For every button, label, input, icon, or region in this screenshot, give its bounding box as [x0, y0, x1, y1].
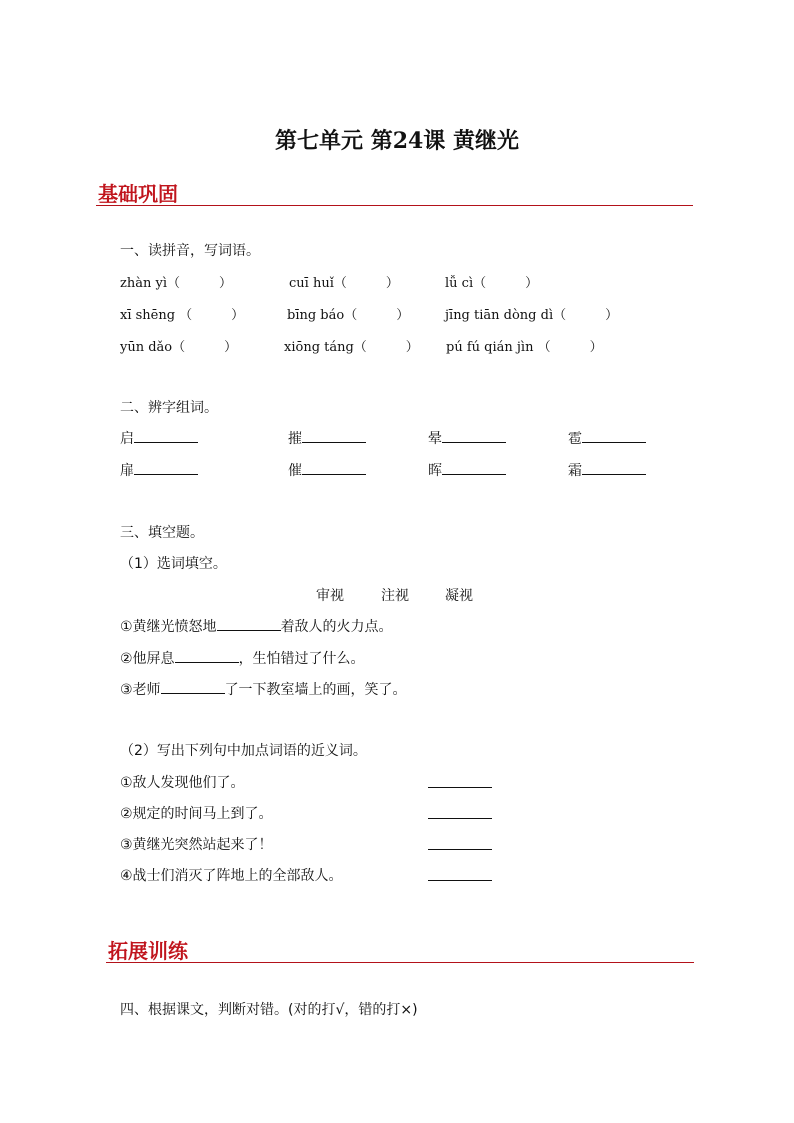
- pinyin-item: xiōng táng（ ）: [284, 340, 419, 355]
- char-word-item: 催: [288, 460, 366, 480]
- section-divider: [106, 962, 694, 963]
- char-word-item: 霜: [568, 460, 646, 480]
- synonym-sentence: ④战士们消灭了阵地上的全部敌人。: [120, 868, 343, 884]
- answer-blank[interactable]: [428, 804, 492, 819]
- answer-blank[interactable]: [582, 460, 646, 475]
- answer-blank[interactable]: [161, 679, 225, 694]
- pinyin-item: cuī huǐ（ ）: [289, 276, 399, 291]
- pinyin-item: lǚ cì（ ）: [445, 276, 539, 291]
- page-title: 第七单元 第24课 黄继光: [275, 128, 519, 154]
- question-3-label: 三、填空题。: [120, 525, 204, 541]
- question-1-label: 一、读拼音，写词语。: [120, 243, 260, 259]
- word-option: 注视: [381, 588, 409, 604]
- pinyin-item: jīng tiān dòng dì（ ）: [445, 308, 619, 323]
- char-word-item: 雹: [568, 428, 646, 448]
- word-option: 凝视: [445, 588, 473, 604]
- fill-sentence: ①黄继光愤怒地 着敌人的火力点。: [120, 616, 393, 636]
- answer-blank[interactable]: [217, 616, 281, 631]
- answer-blank[interactable]: [134, 428, 198, 443]
- answer-blank[interactable]: [175, 648, 239, 663]
- answer-blank[interactable]: [582, 428, 646, 443]
- pinyin-item: xī shēng （ ）: [120, 308, 245, 323]
- char-word-item: 扉: [120, 460, 198, 480]
- section-heading-extension: 拓展训练: [108, 939, 188, 963]
- synonym-sentence: ①敌人发现他们了。: [120, 775, 245, 791]
- answer-blank[interactable]: [442, 428, 506, 443]
- question-2-label: 二、辨字组词。: [120, 400, 218, 416]
- question-3-sub1-label: （1）选词填空。: [120, 556, 227, 572]
- fill-sentence: ③老师 了一下教室墙上的画，笑了。: [120, 679, 407, 699]
- answer-blank[interactable]: [134, 460, 198, 475]
- synonym-sentence: ②规定的时间马上到了。: [120, 806, 273, 822]
- answer-blank[interactable]: [302, 460, 366, 475]
- pinyin-item: yūn dǎo（ ）: [120, 340, 238, 355]
- fill-sentence: ②他屏息 ，生怕错过了什么。: [120, 648, 365, 668]
- section-divider: [96, 205, 693, 206]
- question-4-label: 四、根据课文，判断对错。(对的打√，错的打×): [120, 1002, 418, 1018]
- synonym-sentence: ③黄继光突然站起来了！: [120, 837, 273, 853]
- pinyin-item: bīng báo（ ）: [287, 308, 410, 323]
- pinyin-item: pú fú qián jìn （ ）: [446, 340, 603, 355]
- section-heading-basic: 基础巩固: [98, 182, 178, 206]
- answer-blank[interactable]: [428, 773, 492, 788]
- answer-blank[interactable]: [428, 835, 492, 850]
- answer-blank[interactable]: [442, 460, 506, 475]
- pinyin-item: zhàn yì（ ）: [120, 276, 232, 291]
- word-option: 审视: [316, 588, 344, 604]
- answer-blank[interactable]: [302, 428, 366, 443]
- char-word-item: 启: [120, 428, 198, 448]
- char-word-item: 摧: [288, 428, 366, 448]
- answer-blank[interactable]: [428, 866, 492, 881]
- char-word-item: 晕: [428, 428, 506, 448]
- char-word-item: 晖: [428, 460, 506, 480]
- question-3-sub2-label: （2）写出下列句中加点词语的近义词。: [120, 743, 367, 759]
